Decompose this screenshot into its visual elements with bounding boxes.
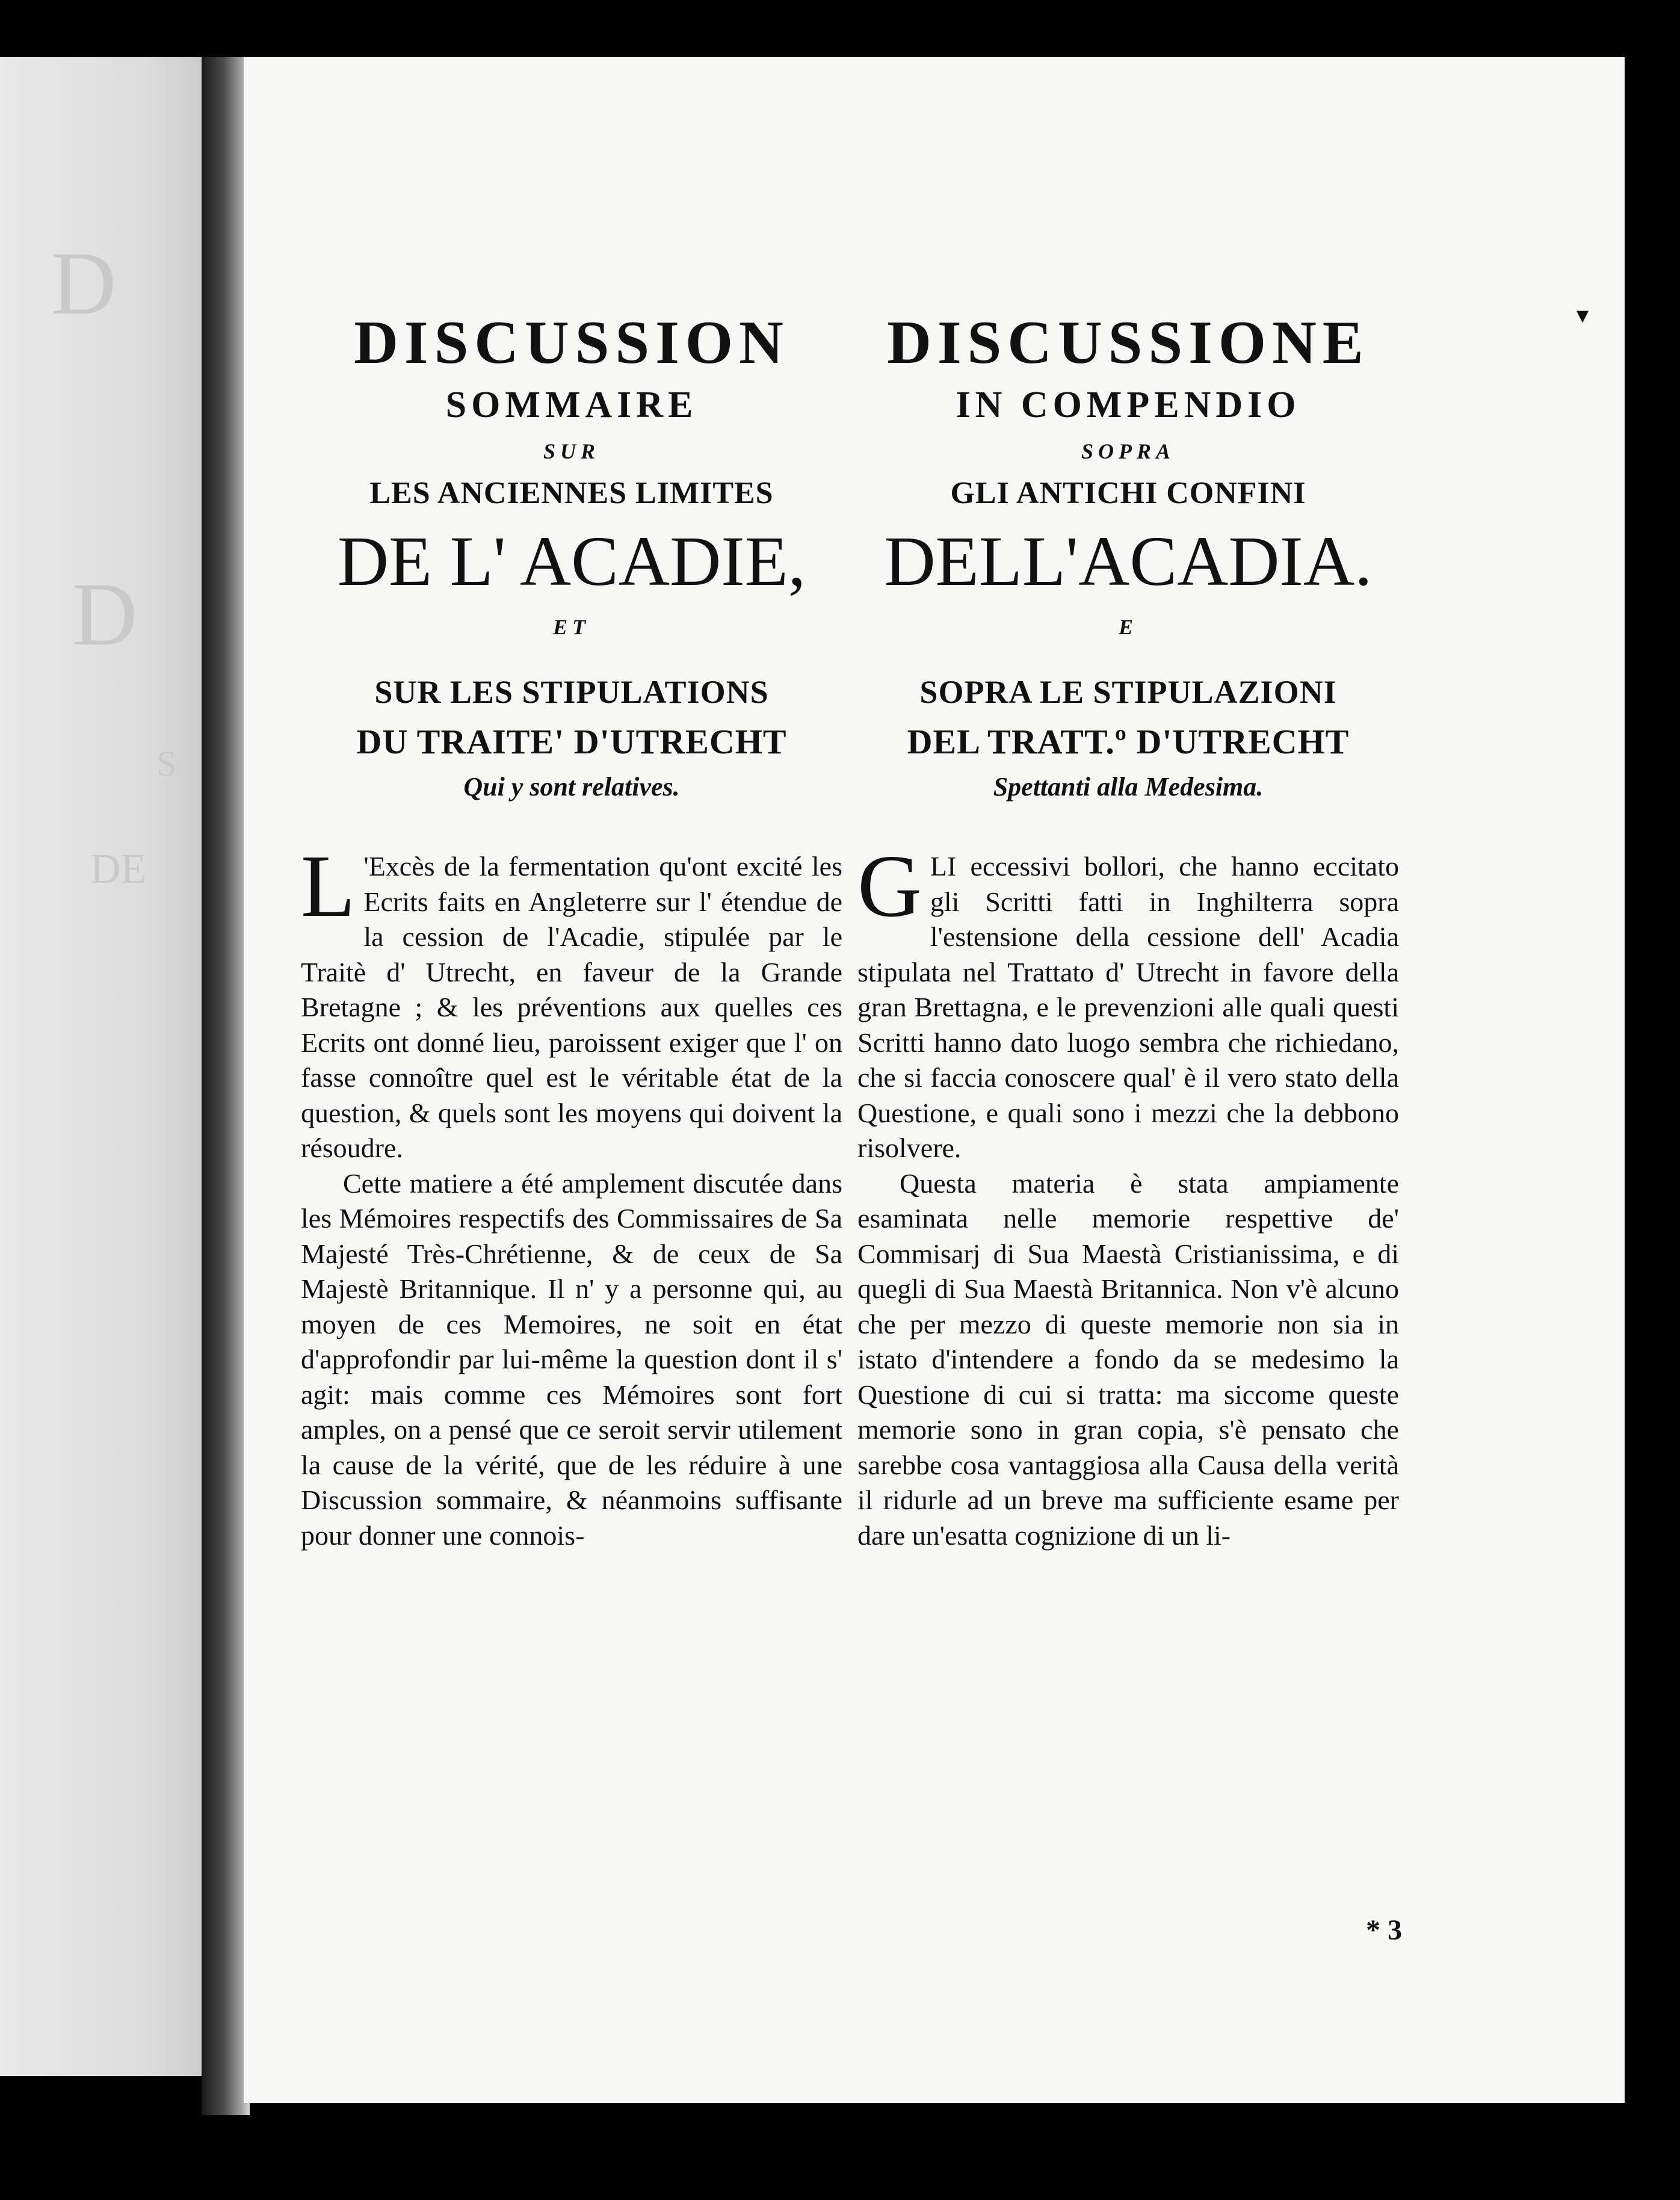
italian-paragraph: GLI eccessivi bollori, che hanno eccitato gli Scritti fatti in Inghilterra sopra l'estensione della cessione dell' Acadia stipulata nel Trattato d' Utrecht in favore della gran Brettagna, e le prevenzioni alle quali questi Scritti hanno dato luogo sembra che richiedano, che si faccia conoscere qual' è il vero stato della Questione, e quali sono i mezzi che la debbono risolvere. (857, 837, 1399, 1163)
document-page (244, 57, 1625, 2103)
italian-heading-line1: GLI ANTICHI CONFINI (950, 476, 1306, 510)
ghost-letter: D (51, 233, 117, 333)
french-heading-line1: LES ANCIENNES LIMITES (369, 476, 774, 510)
french-sur: SUR (543, 439, 601, 463)
french-body (301, 837, 842, 1553)
corner-mark: ▾ (1577, 301, 1589, 329)
italian-place-heading: DELL'ACADIA. (884, 522, 1373, 601)
book-gutter (202, 57, 250, 2115)
ghost-letter: DE (90, 846, 147, 892)
ghost-letter: D (72, 564, 138, 664)
french-heading-line3: DU TRAITE' D'UTRECHT (356, 722, 787, 761)
italian-e: E (1118, 615, 1138, 639)
page-number: * 3 (1366, 1914, 1402, 1946)
french-subtitle: SOMMAIRE (445, 385, 698, 425)
drop-cap: G (857, 837, 922, 936)
french-et: ET (552, 615, 590, 639)
italian-heading-line2: SOPRA LE STIPULAZIONI (919, 674, 1337, 710)
french-title: DISCUSSION (354, 309, 789, 377)
italian-body (857, 837, 1399, 1553)
french-heading-line2: SUR LES STIPULATIONS (374, 674, 769, 710)
french-place-heading: DE L' ACADIE, (337, 522, 806, 601)
french-paragraph: L 'Excès de la fermentation qu'ont excité les Ecrits faits en Angleterre sur l' étendue de la cession de l'Acadie, stipulée par le Traitè d' Utrecht, en faveur de la Grande Bretagne ; & les préventions aux quelles ces Ecrits ont donné lieu, paroissent exiger que l' on fasse connoître quel est le véritable état de la question, & quels sont les moyens qui doivent la résoudre. (301, 837, 842, 1163)
italian-heading-line3: DEL TRATT.º D'UTRECHT (907, 722, 1350, 761)
italian-column (857, 310, 1399, 1553)
left-page-fragment (0, 57, 214, 2076)
italian-sopra: SOPRA (1081, 439, 1176, 463)
italian-subtitle: IN COMPENDIO (956, 385, 1301, 425)
ghost-letter: S (156, 744, 177, 783)
italian-paragraph: Questa materia è stata ampiamente esaminata nelle memorie respettive de' Commisarj di Sua Maestà Cristianissima, e di quegli di Sua Maestà Britannica. Non v'è alcuno che per mezzo di queste memorie non sia in istato d'intendere a fondo da se medesimo la Questione di cui si tratta: ma siccome queste memorie sono in gran copia, s'è pensato che sarebbe cosa vantaggiosa alla Causa della verità il ridurle ad un breve ma sufficiente esame per dare un'esatta cognizione di un li- (857, 1167, 1399, 1551)
french-column (301, 310, 842, 1553)
french-heading-line4: Qui y sont relatives. (463, 772, 680, 802)
french-paragraph: Cette matiere a été amplement discutée dans les Mémoires respectifs des Commissaires de Sa Majesté Très-Chrétienne, & de ceux de Sa Majestè Britannique. Il n' y a personne qui, au moyen de ces Memoires, ne soit en état d'approfondir par lui-même la question dont il s' agit: mais comme ces Mémoires sont fort amples, on a pensé que ce seroit servir utilement la cause de la vérité, que de les réduire à une Discussion sommaire, & néanmoins suffisante pour donner une connois- (301, 1167, 842, 1551)
italian-heading-line4: Spettanti alla Medesima. (993, 772, 1264, 802)
drop-cap: L (301, 837, 356, 936)
italian-title: DISCUSSIONE (887, 309, 1370, 377)
